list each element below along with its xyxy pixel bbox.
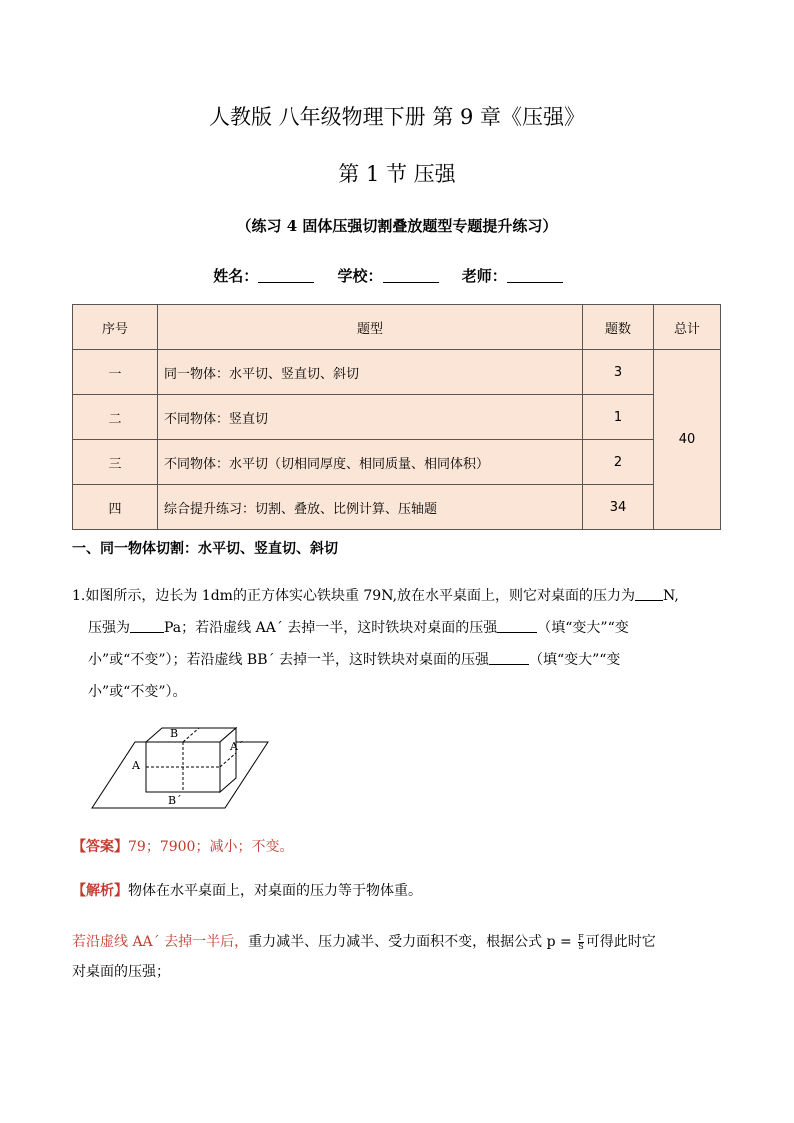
row-count: 2 bbox=[583, 440, 654, 485]
school-blank bbox=[383, 268, 439, 283]
label-a-right: A´ bbox=[230, 740, 244, 753]
teacher-label: 老师： bbox=[461, 267, 507, 285]
section-heading: 一、同一物体切割：水平切、竖直切、斜切 bbox=[72, 541, 338, 557]
practice-title: （练习 4 固体压强切割叠放题型专题提升练习） bbox=[236, 217, 558, 235]
question-summary-table bbox=[72, 304, 721, 530]
question-1 bbox=[72, 580, 732, 708]
analysis-line2b: 重力减半、压力减半、受力面积不变，根据公式 p = bbox=[248, 934, 577, 950]
q1-line4: 小”或“不变”）。 bbox=[88, 684, 187, 700]
name-blank bbox=[258, 268, 314, 283]
q1-blank-bb bbox=[489, 651, 529, 665]
name-label: 姓名： bbox=[213, 267, 259, 285]
table-row bbox=[73, 350, 721, 395]
header-total: 总计 bbox=[654, 305, 721, 350]
fraction-denominator: S bbox=[578, 941, 584, 951]
label-b-top: B bbox=[170, 727, 179, 740]
row-count: 3 bbox=[583, 350, 654, 395]
q1-blank-aa bbox=[497, 619, 537, 633]
row-type: 同一物体：水平切、竖直切、斜切 bbox=[158, 350, 583, 395]
table-row bbox=[73, 485, 721, 530]
analysis-block bbox=[72, 880, 422, 900]
q1-blank-force bbox=[635, 587, 663, 601]
answer-label: 【答案】 bbox=[72, 839, 128, 855]
row-no: 四 bbox=[73, 485, 158, 530]
header-count: 题数 bbox=[583, 305, 654, 350]
school-label: 学校： bbox=[337, 267, 383, 285]
row-no: 一 bbox=[73, 350, 158, 395]
analysis-label: 【解析】 bbox=[72, 883, 128, 899]
q1-line1a: 1.如图所示，边长为 1dm的正方体实心铁块重 79N,放在水平桌面上，则它对桌面的压力为 bbox=[72, 588, 636, 604]
header-no: 序号 bbox=[73, 305, 158, 350]
answer-text: 79；7900；减小；不变。 bbox=[128, 839, 294, 855]
answer-block bbox=[72, 836, 293, 856]
fraction-numerator: F bbox=[578, 932, 584, 942]
q1-line3a: 小”或“不变”）；若沿虚线 BB´ 去掉一半，这时铁块对桌面的压强 bbox=[88, 652, 489, 668]
q1-blank-pressure bbox=[130, 619, 164, 633]
student-info-fields bbox=[0, 265, 794, 286]
row-type: 不同物体：竖直切 bbox=[158, 395, 583, 440]
analysis-continued bbox=[72, 927, 732, 987]
row-type: 不同物体：水平切（切相同厚度、相同质量、相同体积） bbox=[158, 440, 583, 485]
cube-on-table-figure bbox=[90, 720, 270, 815]
q1-line2a: 压强为 bbox=[88, 620, 130, 636]
section-subtitle: 第 1 节 压强 bbox=[338, 162, 456, 186]
q1-line1b: N, bbox=[663, 588, 679, 604]
teacher-blank bbox=[507, 268, 563, 283]
row-no: 三 bbox=[73, 440, 158, 485]
table-row bbox=[73, 395, 721, 440]
label-a-left: A bbox=[132, 759, 140, 772]
row-count: 1 bbox=[583, 395, 654, 440]
analysis-text: 物体在水平桌面上，对桌面的压力等于物体重。 bbox=[128, 883, 422, 899]
row-count: 34 bbox=[583, 485, 654, 530]
total-cell: 40 bbox=[654, 350, 721, 530]
analysis-line3: 对桌面的压强； bbox=[72, 964, 170, 980]
formula-fraction bbox=[578, 934, 584, 951]
page-title: 人教版 八年级物理下册 第 9 章《压强》 bbox=[208, 105, 586, 129]
table-row bbox=[73, 440, 721, 485]
header-type: 题型 bbox=[158, 305, 583, 350]
row-type: 综合提升练习：切割、叠放、比例计算、压轴题 bbox=[158, 485, 583, 530]
q1-line3b: （填“变大”“变 bbox=[528, 652, 621, 668]
analysis-line2a: 若沿虚线 AA´ 去掉一半后， bbox=[72, 934, 249, 950]
q1-line2c: （填“变大”“变 bbox=[537, 620, 629, 636]
row-no: 二 bbox=[73, 395, 158, 440]
q1-line2b: Pa；若沿虚线 AA´ 去掉一半，这时铁块对桌面的压强 bbox=[164, 620, 498, 636]
table-header-row bbox=[73, 305, 721, 350]
label-b-bottom: B´ bbox=[168, 794, 182, 807]
analysis-line2c: 可得此时它 bbox=[585, 934, 656, 950]
